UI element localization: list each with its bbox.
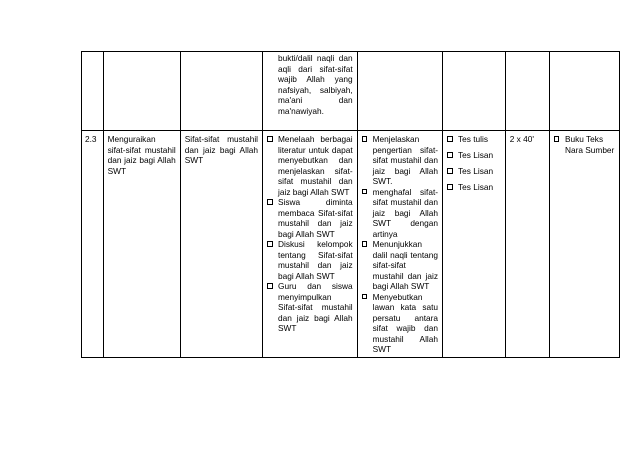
cell-penilaian — [443, 52, 506, 131]
text-line: nafsiyah, salbiyah, — [278, 84, 353, 95]
cell-kegiatan — [263, 52, 358, 131]
list-item-text: Tes Lisan — [458, 182, 494, 192]
list-item-text: menghafal sifat-sifat mustahil dan jaiz bagi Allah SWT dengan artinya — [372, 186, 439, 239]
kompetensi-text: Menguraikan sifat-sifat mustahil dan jaiz bagi Allah SWT — [107, 134, 176, 176]
cell-kompetensi — [103, 131, 180, 358]
sumber-list — [554, 134, 615, 155]
cell-indikator — [357, 131, 442, 358]
list-item — [554, 134, 615, 155]
checkbox-bullet-icon — [447, 136, 453, 142]
list-item — [362, 239, 438, 292]
list-item-text: Buku Teks Nara Sumber — [564, 134, 615, 155]
cell-number — [82, 131, 104, 358]
list-item — [447, 166, 501, 177]
text-line: ma'ani dan — [278, 95, 353, 105]
cell-alokasi — [505, 131, 549, 358]
penilaian-list — [447, 134, 501, 193]
checkbox-bullet-icon — [362, 136, 368, 142]
list-item — [267, 197, 353, 239]
list-item-text: Guru dan siswa menyimpulkan Sifat-sifat mustahil dan jaiz bagi Allah SWT — [278, 281, 353, 333]
list-item — [362, 292, 438, 355]
checkbox-bullet-icon — [554, 136, 560, 142]
materi-text: Sifat-sifat mustahil dan jaiz bagi Allah SWT — [184, 134, 259, 165]
checkbox-bullet-icon — [362, 294, 368, 300]
cell-sumber — [549, 131, 619, 358]
list-item-text: Diskusi kelompok tentang Sifat-sifat mustahil dan jaiz bagi Allah SWT — [278, 239, 353, 281]
text-line: aqli dari sifat-sifat — [278, 63, 353, 74]
cell-materi — [180, 131, 262, 358]
kegiatan-list — [267, 134, 353, 334]
checkbox-bullet-icon — [447, 168, 453, 174]
list-item — [362, 134, 438, 187]
cell-sumber — [549, 52, 619, 131]
list-item-text: Siswa diminta membaca Sifat-sifat mustahil dan jaiz bagi Allah SWT — [278, 197, 353, 239]
list-item — [267, 281, 353, 334]
checkbox-bullet-icon — [267, 199, 273, 205]
list-item — [447, 150, 501, 161]
checkbox-bullet-icon — [447, 184, 453, 190]
kegiatan-continuation — [267, 53, 353, 116]
row-number: 2.3 — [85, 134, 97, 144]
list-item — [447, 182, 501, 193]
table-row — [82, 131, 620, 358]
checkbox-bullet-icon — [267, 241, 273, 247]
list-item-text: Tes Lisan — [458, 150, 494, 160]
list-item — [447, 134, 501, 145]
list-item-text: Tes tulis — [458, 134, 488, 144]
list-item-text: Menunjukkan dalil naqli tentang sifat-sifat mustahil dan jaiz bagi Allah SWT — [372, 239, 439, 291]
list-item-text: Menyebutkan lawan kata satu persatu antara sifat wajib dan mustahil Allah SWT — [372, 291, 439, 354]
alokasi-waktu: 2 x 40' — [509, 134, 534, 144]
cell-number — [82, 52, 104, 131]
text-line: ma'nawiyah. — [278, 105, 324, 116]
cell-kegiatan — [263, 131, 358, 358]
checkbox-bullet-icon — [362, 189, 368, 195]
text-line: wajib Allah yang — [278, 74, 353, 84]
cell-indikator — [357, 52, 442, 131]
list-item-text: Menelaah berbagai literatur untuk dapat menyebutkan dan menjelaskan sifat-sifat mustahil dan jaiz bagi Allah SWT — [278, 134, 353, 197]
list-item — [267, 239, 353, 281]
checkbox-bullet-icon — [267, 136, 273, 142]
list-item — [362, 187, 438, 240]
list-item-text: Tes Lisan — [458, 166, 494, 176]
syllabus-table — [81, 51, 620, 358]
indikator-list — [362, 134, 438, 355]
text-line: bukti/dalil naqli dan — [278, 53, 353, 63]
table-row — [82, 52, 620, 131]
checkbox-bullet-icon — [267, 283, 273, 289]
list-item-text: Menjelaskan pengertian sifat-sifat mustahil dan jaiz bagi Allah SWT. — [372, 134, 439, 186]
cell-penilaian — [443, 131, 506, 358]
cell-materi — [180, 52, 262, 131]
cell-kompetensi — [103, 52, 180, 131]
cell-alokasi — [505, 52, 549, 131]
checkbox-bullet-icon — [362, 241, 368, 247]
checkbox-bullet-icon — [447, 152, 453, 158]
list-item — [267, 134, 353, 197]
